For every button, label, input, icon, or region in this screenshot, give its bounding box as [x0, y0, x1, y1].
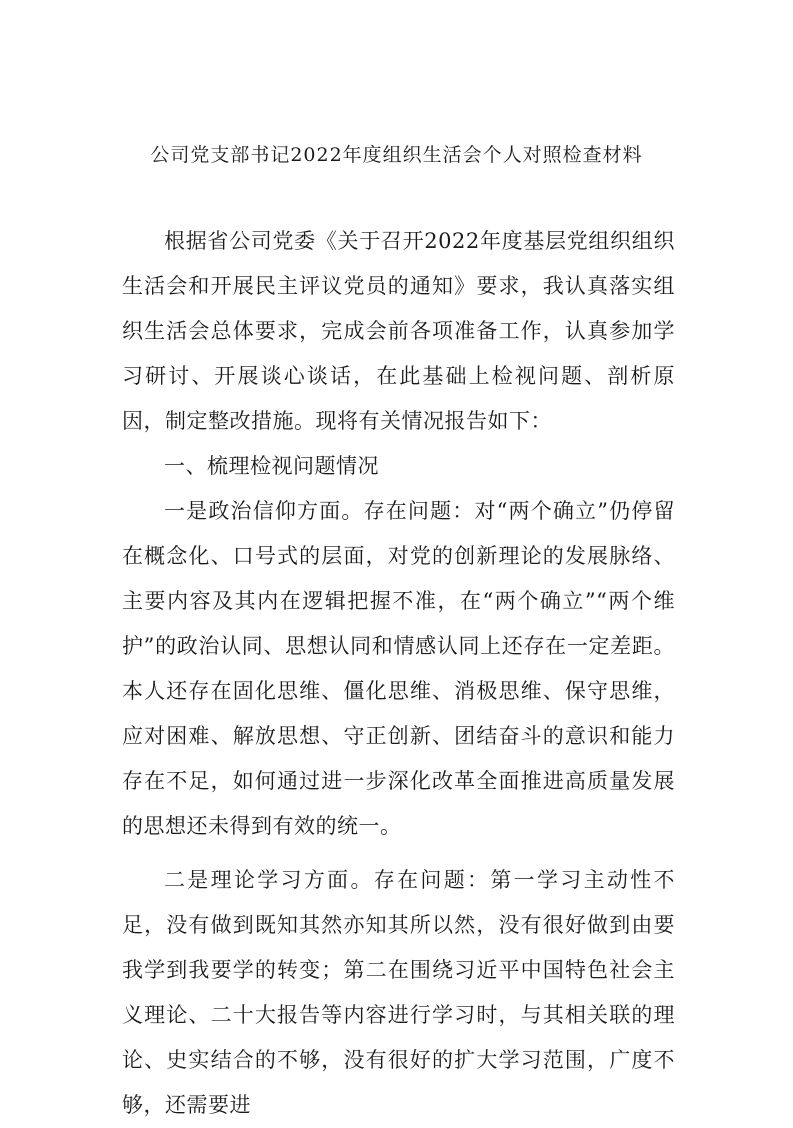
document-body — [122, 219, 675, 1128]
theory-study-paragraph: 二是理论学习方面。存在问题：第一学习主动性不足，没有做到既知其然亦知其所以然，没有很好做到由要我学到我要学的转变；第二在围绕习近平中国特色社会主义理论、二十大报告等内容进行学习时，与其相关联的理论、史实结合的不够，没有很好的扩大学习范围，广度不够，还需要进 — [122, 868, 675, 1117]
document-title: 公司党支部书记2022年度组织生活会个人对照检查材料 — [150, 144, 643, 166]
intro-paragraph: 根据省公司党委《关于召开2022年度基层党组织组织生活会和开展民主评议党员的通知》要求，我认真落实组织生活会总体要求，完成会前各项准备工作，认真参加学习研讨、开展谈心谈话，在此基础上检视问题、剖析原因，制定整改措施。现将有关情况报告如下： — [122, 229, 675, 433]
political-belief-paragraph: 一是政治信仰方面。存在问题：对“两个确立”仍停留在概念化、口号式的层面，对党的创新理论的发展脉络、主要内容及其内在逻辑把握不准，在“两个确立”“两个维护”的政治认同、思想认同和情感认同上还存在一定差距。本人还存在固化思维、僵化思维、消极思维、保守思维，应对困难、解放思想、守正创新、团结奋斗的意识和能力存在不足，如何通过进一步深化改革全面推进高质量发展的思想还未得到有效的统一。 — [122, 499, 675, 838]
section-heading: 一、梳理检视问题情况 — [164, 454, 379, 478]
